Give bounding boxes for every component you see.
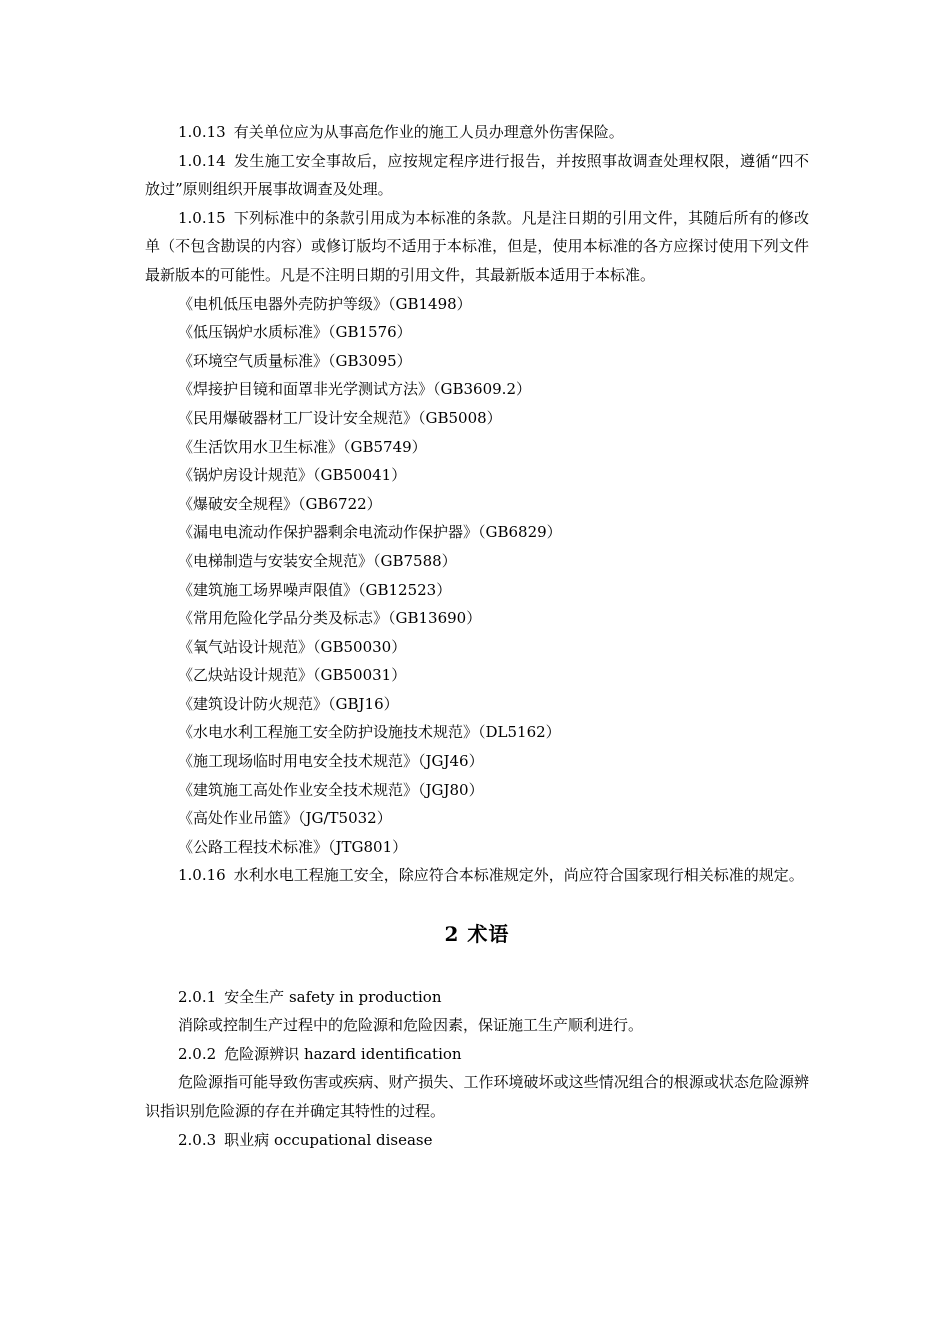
standard-item: 《环境空气质量标准》（GB3095） — [178, 351, 412, 370]
standard-item: 《施工现场临时用电安全技术规范》（JGJ46） — [178, 752, 484, 771]
term-number: 2.0.1 — [178, 987, 217, 1006]
term-definition: 消除或控制生产过程中的危险源和危险因素，保证施工生产顺利进行。 — [178, 1016, 644, 1035]
clause-number: 1.0.14 — [178, 151, 226, 170]
standard-item: 《漏电电流动作保护器剩余电流动作保护器》（GB6829） — [178, 523, 562, 542]
clause-text: 有关单位应为从事高危作业的施工人员办理意外伤害保险。 — [233, 123, 624, 141]
term-title: 职业病 occupational disease — [224, 1130, 433, 1149]
standard-item: 《民用爆破器材工厂设计安全规范》（GB5008） — [178, 408, 502, 427]
standard-item: 《乙炔站设计规范》（GB50031） — [178, 666, 407, 685]
term-number: 2.0.3 — [178, 1130, 217, 1149]
standard-item: 《建筑设计防火规范》（GBJ16） — [178, 694, 399, 713]
term-number: 2.0.2 — [178, 1044, 217, 1063]
clause-number: 1.0.16 — [178, 866, 226, 885]
standard-item: 《氧气站设计规范》（GB50030） — [178, 637, 407, 656]
clause-text: 下列标准中的条款引用成为本标准的条款。凡是注日期的引用文件，其随后所有的修改单（不包含勘误的内容）或修订版均不适用于本标准，但是，使用本标准的各方应探讨使用下列文件最新版本的可能性。凡是不注明日期的引用文件，其最新版本适用于本标准。 — [145, 208, 809, 284]
clause-text: 水利水电工程施工安全，除应符合本标准规定外，尚应符合国家现行相关标准的规定。 — [233, 866, 804, 885]
clause-text: 发生施工安全事故后，应按规定程序进行报告，并按照事故调查处理权限，遵循“四不放过”原则组织开展事故调查及处理。 — [145, 151, 809, 199]
term-definition: 危险源指可能导致伤害或疾病、财产损失、工作环境破坏或这些情况组合的根源或状态危险源辨识指识别危险源的存在并确定其特性的过程。 — [145, 1073, 809, 1120]
clause-1-0-15 — [145, 204, 809, 290]
standard-item: 《高处作业吊篮》（JG/T5032） — [178, 809, 392, 828]
standard-item: 《焊接护目镜和面罩非光学测试方法》（GB3609.2） — [178, 380, 531, 399]
standard-item: 《生活饮用水卫生标准》（GB5749） — [178, 437, 427, 456]
standard-item: 《锅炉房设计规范》（GB50041） — [178, 466, 407, 485]
standard-item: 《公路工程技术标准》（JTG801） — [178, 837, 408, 856]
standard-item: 《建筑施工场界噪声限值》（GB12523） — [178, 580, 452, 599]
standard-item: 《常用危险化学品分类及标志》（GB13690） — [178, 609, 482, 628]
standard-item: 《爆破安全规程》（GB6722） — [178, 494, 382, 513]
term-2-0-3 — [145, 1126, 809, 1155]
section-heading: 2 术语 — [444, 922, 510, 947]
term-title: 安全生产 safety in production — [224, 987, 442, 1006]
clause-1-0-13 — [145, 118, 809, 147]
standard-item: 《电机低压电器外壳防护等级》（GB1498） — [178, 294, 472, 313]
clause-1-0-16 — [145, 861, 809, 890]
standard-item: 《电梯制造与安装安全规范》（GB7588） — [178, 551, 457, 570]
document-page — [145, 118, 809, 1154]
term-title: 危险源辨识 hazard identification — [224, 1044, 462, 1063]
clause-number: 1.0.15 — [178, 208, 226, 227]
standard-item: 《建筑施工高处作业安全技术规范》（JGJ80） — [178, 780, 484, 799]
term-2-0-1 — [145, 983, 809, 1012]
referenced-standards-list — [145, 290, 809, 862]
term-2-0-2 — [145, 1040, 809, 1069]
standard-item: 《水电水利工程施工安全防护设施技术规范》（DL5162） — [178, 723, 561, 742]
clause-1-0-14 — [145, 147, 809, 204]
clause-number: 1.0.13 — [178, 123, 226, 141]
standard-item: 《低压锅炉水质标准》（GB1576） — [178, 323, 412, 342]
